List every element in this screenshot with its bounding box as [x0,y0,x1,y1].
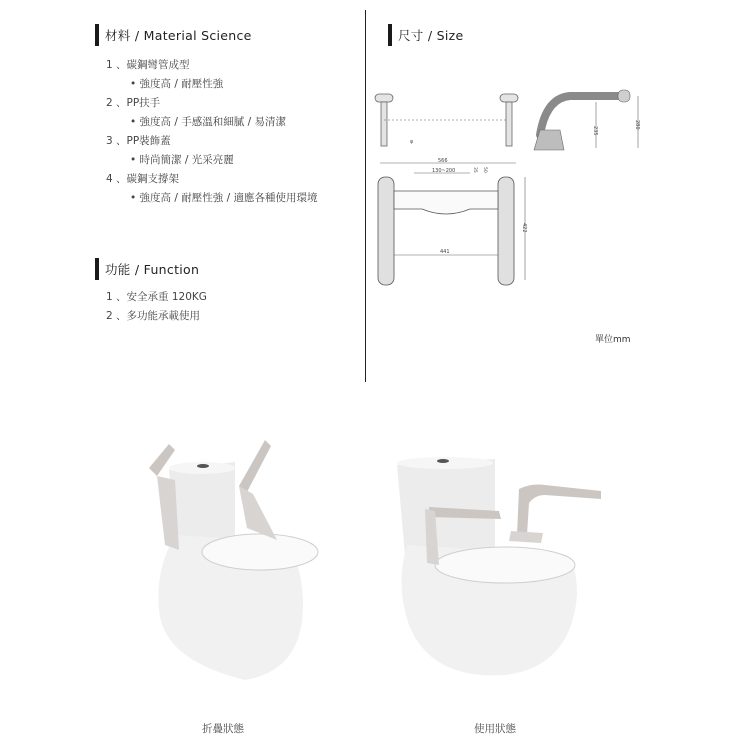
size-heading [388,24,464,46]
function-list [106,288,207,326]
top-view-drawing [370,155,540,290]
material-item-4: 4 、碳鋼支撐架 [106,173,180,185]
svg-text:φ: φ [410,139,414,145]
material-item-1: 1 、碳鋼彎管成型 [106,59,190,71]
caption-folded: 折疊狀態 [202,723,244,735]
dim-130-200: 130~200 [432,168,456,174]
side-view-drawing [530,80,650,160]
function-heading [95,258,199,280]
material-item-2-sub: • 強度高 / 手感溫和細膩 / 易清潔 [130,116,286,128]
dim-280: 280 [634,120,640,130]
material-item-2: 2 、PP扶手 [106,97,161,109]
unit-label: 單位mm [595,335,631,345]
material-item-1-sub: • 強度高 / 耐壓性強 [130,78,224,90]
material-item-3-sub: • 時尚簡潔 / 光采亮麗 [130,154,234,166]
caption-in-use: 使用狀態 [474,723,516,735]
toilet-folded-image [135,430,335,690]
dim-35: 35 [472,167,477,173]
heading-bar [95,24,99,46]
heading-bar [95,258,99,280]
front-view-drawing [370,80,520,160]
material-heading-text: 材料 / Material Science [105,28,252,43]
function-heading-text: 功能 / Function [105,262,200,277]
material-item-3: 3 、PP裝飾蓋 [106,135,171,147]
toilet-in-use-image [395,445,610,690]
dim-441: 441 [440,249,450,255]
dim-422: 422 [521,223,527,233]
function-item-1: 1 、安全承重 120KG [106,291,207,303]
material-item-4-sub: • 強度高 / 耐壓性強 / 適應各種使用環境 [130,192,318,204]
material-heading [95,24,252,46]
material-list [106,56,317,208]
heading-bar [388,24,392,46]
dim-235: 235 [592,126,598,136]
dim-50: 50 [482,167,487,173]
function-item-2: 2 、多功能承載使用 [106,310,201,322]
size-heading-text: 尺寸 / Size [398,28,464,43]
dim-566: 566 [438,158,448,164]
column-divider [365,10,366,382]
